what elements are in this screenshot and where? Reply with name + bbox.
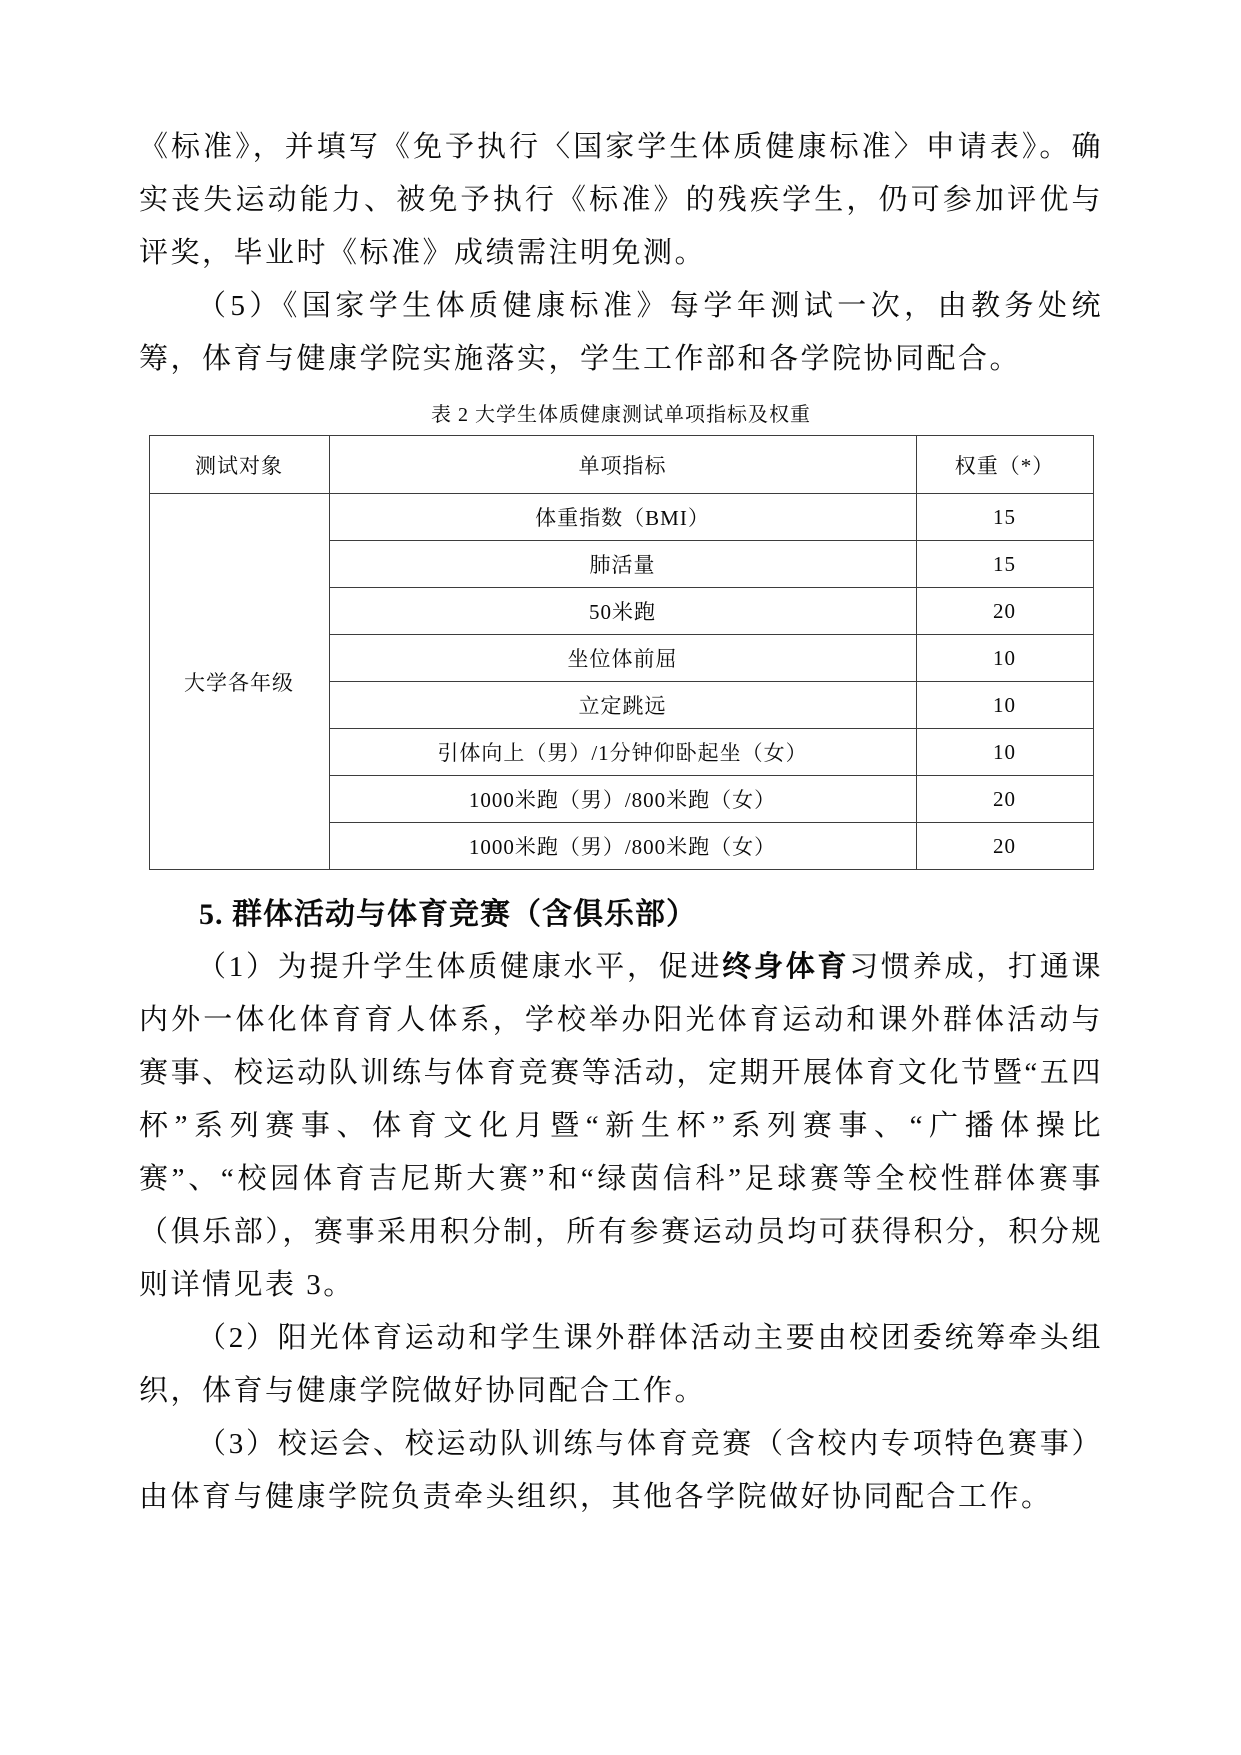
indicator-cell: 1000米跑（男）/800米跑（女） (329, 776, 916, 823)
paragraph-item-2: （2）阳光体育运动和学生课外群体活动主要由校团委统筹牵头组织，体育与健康学院做好协同配合工作。 (139, 1322, 1103, 1407)
indicator-cell: 坐位体前屈 (329, 635, 916, 682)
indicator-cell: 肺活量 (329, 541, 916, 588)
indicator-cell: 1000米跑（男）/800米跑（女） (329, 823, 916, 870)
weight-cell: 15 (916, 494, 1093, 541)
row-group-label: 大学各年级 (149, 494, 329, 870)
table-row (149, 494, 1093, 541)
weight-cell: 10 (916, 682, 1093, 729)
text-segment: 习惯养成，打通课内外一体化体育育人体系，学校举办阳光体育运动和课外群体活动与赛事、校运动队训练与体育竞赛等活动，定期开展体育文化节暨“五四杯”系列赛事、体育文化月暨“新生杯”系列赛事、“广播体操比赛”、“校园体育吉尼斯大赛”和“绿茵信科”足球赛等全校性群体赛事（俱乐部），赛事采用积分制，所有参赛运动员均可获得积分，积分规则详情见表 3。 (139, 951, 1103, 1301)
weight-cell: 20 (916, 776, 1093, 823)
paragraph-continuation: 《标准》，并填写《免予执行〈国家学生体质健康标准〉申请表》。确实丧失运动能力、被免予执行《标准》的残疾学生，仍可参加评优与评奖，毕业时《标准》成绩需注明免测。 (139, 131, 1103, 269)
paragraph-item-1 (139, 941, 1103, 1312)
indicator-cell: 体重指数（BMI） (329, 494, 916, 541)
bold-term: 终身体育 (722, 951, 850, 983)
text-segment: （1）为提升学生体质健康水平，促进 (197, 951, 723, 983)
table-caption: 表 2 大学生体质健康测试单项指标及权重 (431, 404, 811, 426)
paragraph-item-3: （3）校运会、校运动队训练与体育竞赛（含校内专项特色赛事）由体育与健康学院负责牵头组织，其他各学院做好协同配合工作。 (139, 1428, 1103, 1513)
weight-cell: 20 (916, 588, 1093, 635)
table-header-row (149, 436, 1093, 494)
section-heading-5: 5. 群体活动与体育竞赛（含俱乐部） (199, 898, 697, 931)
indicator-cell: 引体向上（男）/1分钟仰卧起坐（女） (329, 729, 916, 776)
indicator-cell: 立定跳远 (329, 682, 916, 729)
col-header-test-subject: 测试对象 (149, 436, 329, 494)
paragraph-item-5: （5）《国家学生体质健康标准》每学年测试一次，由教务处统筹，体育与健康学院实施落实，学生工作部和各学院协同配合。 (139, 290, 1103, 375)
weight-cell: 15 (916, 541, 1093, 588)
fitness-indicator-table (149, 435, 1094, 870)
weight-cell: 10 (916, 729, 1093, 776)
col-header-weight: 权重（*） (916, 436, 1093, 494)
weight-cell: 10 (916, 635, 1093, 682)
indicator-cell: 50米跑 (329, 588, 916, 635)
col-header-indicator: 单项指标 (329, 436, 916, 494)
weight-cell: 20 (916, 823, 1093, 870)
